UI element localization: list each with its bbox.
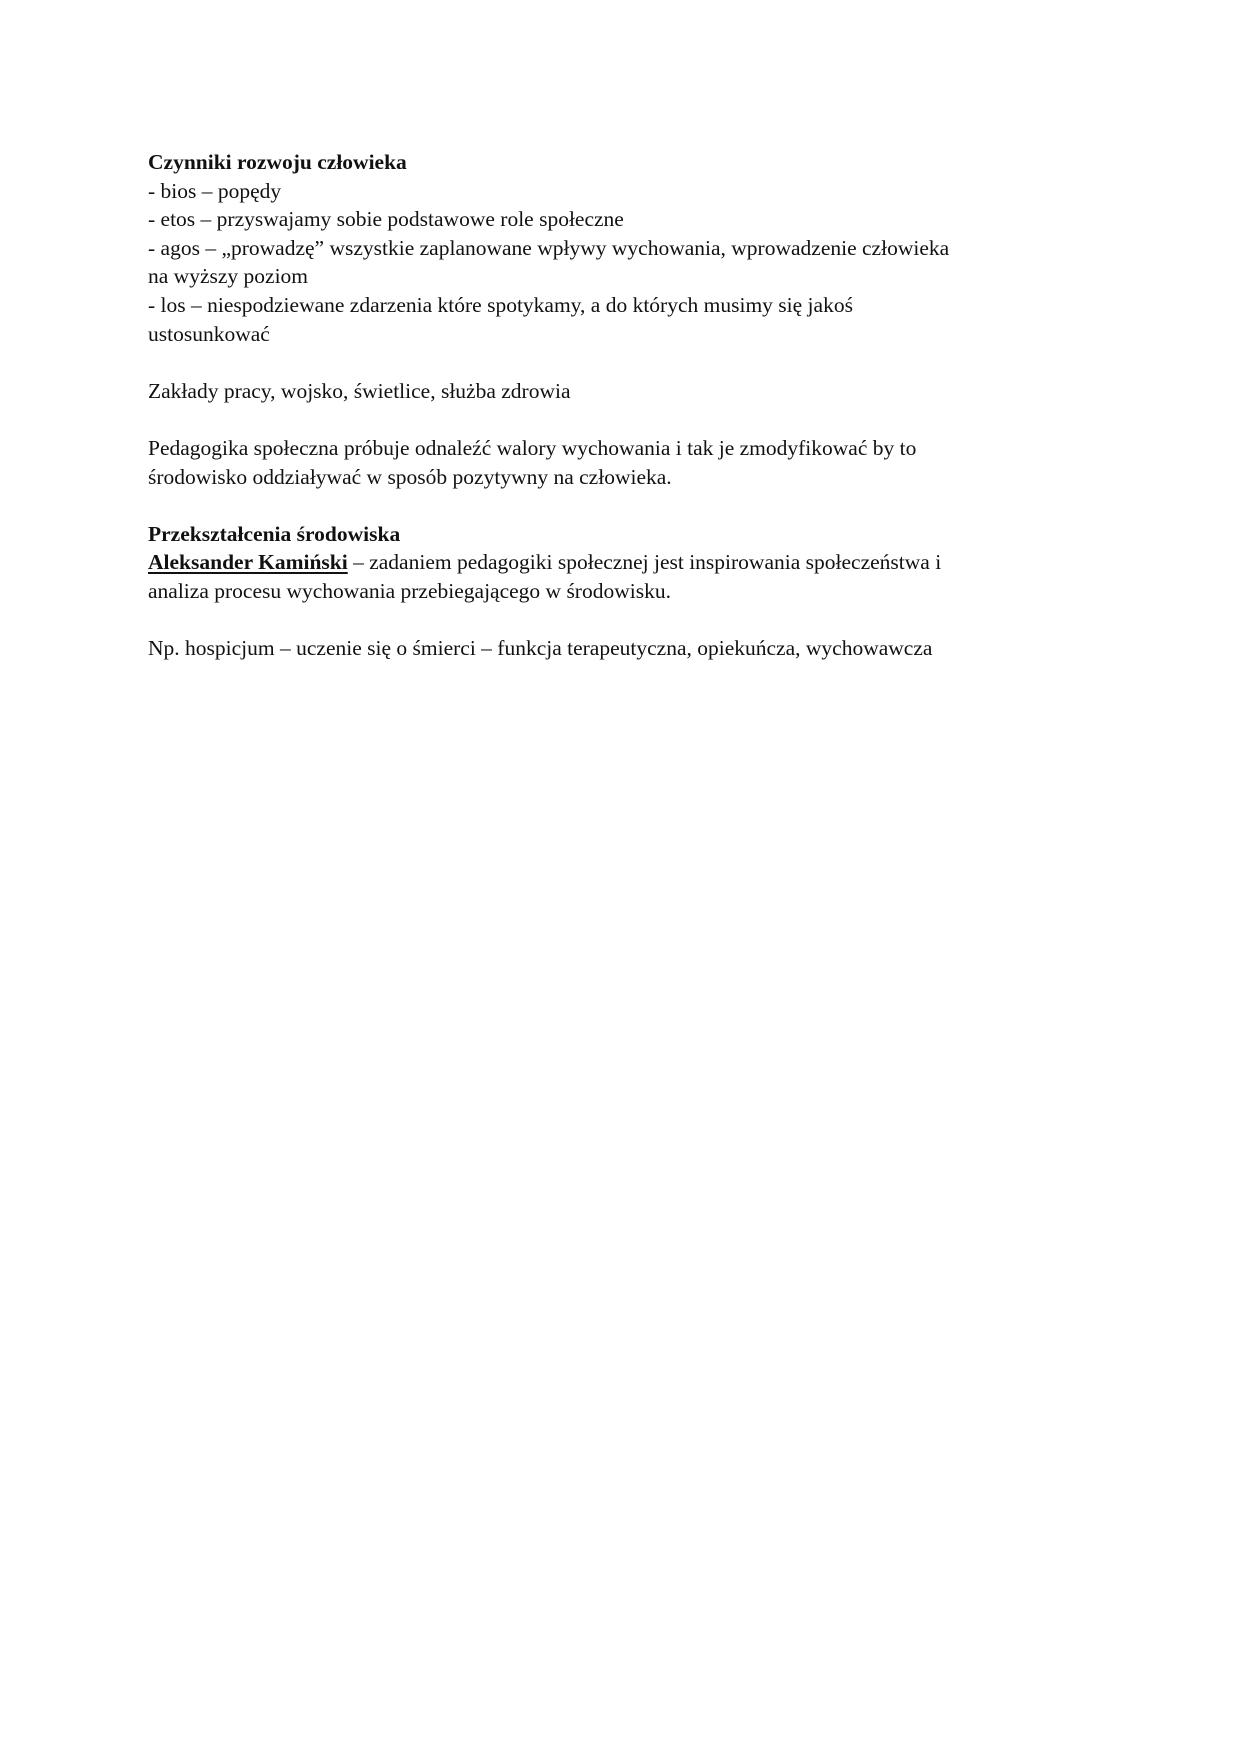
author-name: Aleksander Kamiński (148, 550, 348, 575)
list-item-agos: - agos – „prowadzę” wszystkie zaplanowane wpływy wychowania, wprowadzenie człowieka (148, 235, 950, 260)
author-statement-line-1 (148, 548, 1108, 577)
list-item-etos: - etos – przyswajamy sobie podstawowe role społeczne (148, 207, 624, 232)
paragraph-gap (148, 606, 1108, 635)
paragraph-gap (148, 348, 1108, 377)
list-item-los: - los – niespodziewane zdarzenia które spotykamy, a do których musimy się jakoś (148, 292, 853, 317)
list-item-bios: - bios – popędy (148, 178, 282, 203)
paragraph-gap (148, 491, 1108, 520)
paragraph-social-pedagogy-line-2: środowisko oddziaływać w sposób pozytywny na człowieka. (148, 464, 672, 489)
author-statement-text: – zadaniem pedagogiki społecznej jest inspirowania społeczeństwa i (347, 550, 942, 575)
paragraph-social-pedagogy-line-1: Pedagogika społeczna próbuje odnaleźć walory wychowania i tak je zmodyfikować by to (148, 435, 917, 460)
list-item-los-continuation: ustosunkować (148, 321, 270, 346)
document-page (148, 148, 1108, 663)
paragraph-hospice-example: Np. hospicjum – uczenie się o śmierci – funkcja terapeutyczna, opiekuńcza, wychowawcza (148, 636, 933, 661)
paragraph-gap (148, 405, 1108, 434)
paragraph-institutions: Zakłady pracy, wojsko, świetlice, służba zdrowia (148, 378, 571, 403)
list-item-agos-continuation: na wyższy poziom (148, 264, 309, 289)
section-heading-development-factors: Czynniki rozwoju człowieka (148, 150, 407, 174)
author-statement-line-2: analiza procesu wychowania przebiegającego w środowisku. (148, 578, 671, 603)
section-heading-environment-transformations: Przekształcenia środowiska (148, 521, 401, 546)
